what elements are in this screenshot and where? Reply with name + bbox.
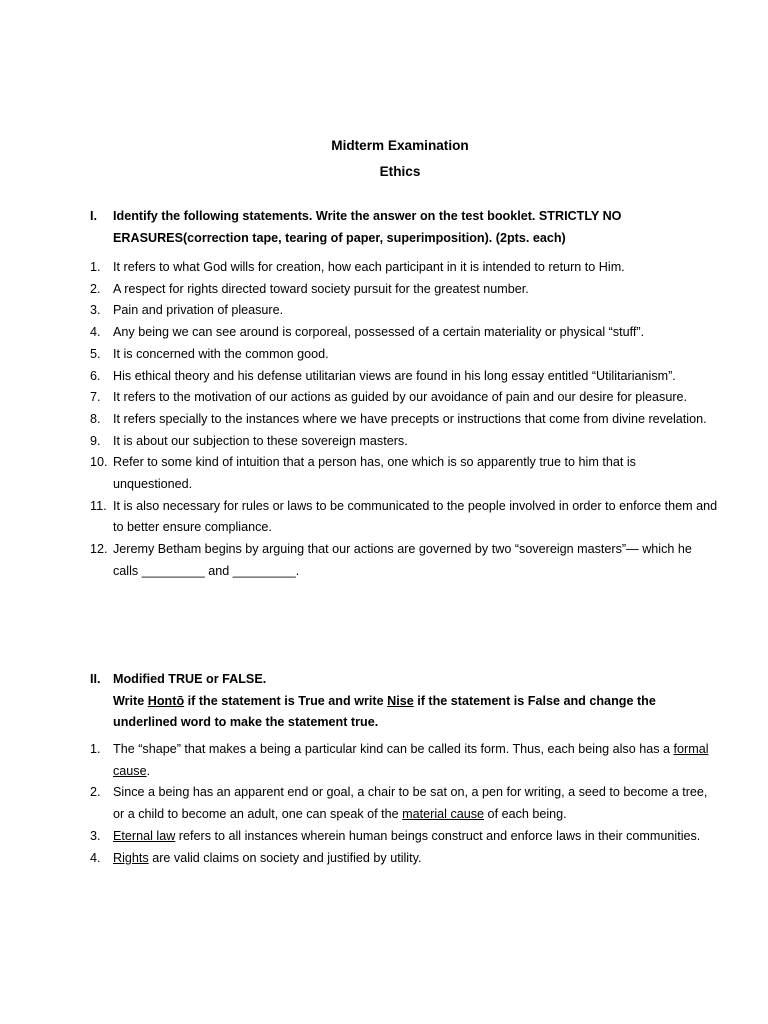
question-number: 8.	[90, 411, 101, 426]
section-2-instructions	[90, 669, 720, 734]
question-number: 12.	[90, 542, 108, 557]
question-item	[90, 431, 718, 453]
question-number: 3.	[90, 303, 101, 318]
section-1-instructions	[90, 206, 720, 249]
question-number: 1.	[90, 260, 101, 274]
underlined-term: formal cause	[113, 742, 709, 778]
question-number: 2.	[90, 785, 101, 800]
question-item	[90, 496, 718, 539]
section-1-number: I.	[90, 209, 97, 223]
question-text: Rights are valid claims on society and justified by utility.	[113, 850, 422, 865]
question-text: Pain and privation of pleasure.	[113, 303, 284, 318]
honto-word: Hontō	[147, 693, 185, 708]
question-text: Eternal law refers to all instances wherein human beings construct and enforce laws in their communities.	[113, 828, 701, 843]
question-text: Since a being has an apparent end or goal, a chair to be sat on, a pen for writing, a seed to become a tree, or a child to become an adult, one can speak of the material cause of each being.	[113, 785, 708, 822]
question-text: It is concerned with the common good.	[113, 346, 329, 361]
question-number: 2.	[90, 281, 101, 296]
underlined-term: material cause	[402, 807, 485, 822]
question-item	[90, 366, 718, 388]
question-number: 1.	[90, 742, 101, 756]
question-item	[90, 344, 718, 366]
question-number: 11.	[90, 498, 107, 513]
question-item	[90, 322, 718, 344]
question-number: 5.	[90, 346, 101, 361]
question-number: 7.	[90, 390, 101, 405]
question-number: 3.	[90, 828, 101, 843]
question-text: The “shape” that makes a being a particular kind can be called its form. Thus, each being also has a formal cause.	[113, 742, 709, 778]
question-text: It refers to what God wills for creation, how each participant in it is intended to return to Him.	[113, 260, 625, 274]
question-item	[90, 279, 718, 301]
underlined-term: Rights	[113, 850, 149, 865]
section-2-write-instructions: Write Hontō if the statement is True and write Nise if the statement is False and change the underlined word to make the statement true.	[113, 693, 656, 730]
question-text: A respect for rights directed toward society pursuit for the greatest number.	[113, 281, 529, 296]
question-text: Jeremy Betham begins by arguing that our actions are governed by two “sovereign masters”— which he calls _________ and _________.	[113, 542, 692, 578]
question-text: It refers to the motivation of our actions as guided by our avoidance of pain and our desire for pleasure.	[113, 390, 688, 405]
section-1-question-list	[90, 257, 718, 583]
exam-title: Midterm Examination	[331, 138, 469, 153]
question-item	[90, 387, 718, 409]
question-text: It is about our subjection to these sovereign masters.	[113, 433, 408, 448]
question-text: His ethical theory and his defense utilitarian views are found in his long essay entitled “Utilitarianism”.	[113, 368, 676, 383]
question-item	[90, 409, 718, 431]
question-text: It is also necessary for rules or laws to be communicated to the people involved in order to enforce them and to better ensure compliance.	[113, 498, 718, 535]
question-text: Any being we can see around is corporeal, possessed of a certain materiality or physical “stuff”.	[113, 325, 645, 340]
question-item	[90, 539, 718, 582]
nise-word: Nise	[387, 693, 414, 708]
question-number: 9.	[90, 433, 101, 448]
section-2-question-list	[90, 739, 718, 869]
question-text: Refer to some kind of intuition that a person has, one which is so apparently true to him that is unquestioned.	[113, 455, 636, 492]
question-item	[90, 848, 718, 870]
question-number: 4.	[90, 850, 101, 865]
question-item	[90, 300, 718, 322]
exam-subject: Ethics	[379, 164, 421, 179]
section-2-heading: Modified TRUE or FALSE.	[113, 672, 267, 686]
question-item	[90, 826, 718, 848]
question-item	[90, 782, 718, 825]
section-1-instructions-text: Identify the following statements. Write the answer on the test booklet. STRICTLY NO ERASURES(correction tape, tearing of paper, superimposition). (2pts. each)	[113, 209, 622, 245]
question-item	[90, 452, 718, 495]
question-item	[90, 257, 718, 279]
section-2-number: II.	[90, 672, 101, 686]
question-number: 10.	[90, 455, 108, 470]
question-text: It refers specially to the instances where we have precepts or instructions that come from divine revelation.	[113, 411, 707, 426]
question-item	[90, 739, 718, 782]
question-number: 6.	[90, 368, 101, 383]
underlined-term: Eternal law	[113, 828, 176, 843]
question-number: 4.	[90, 325, 101, 340]
